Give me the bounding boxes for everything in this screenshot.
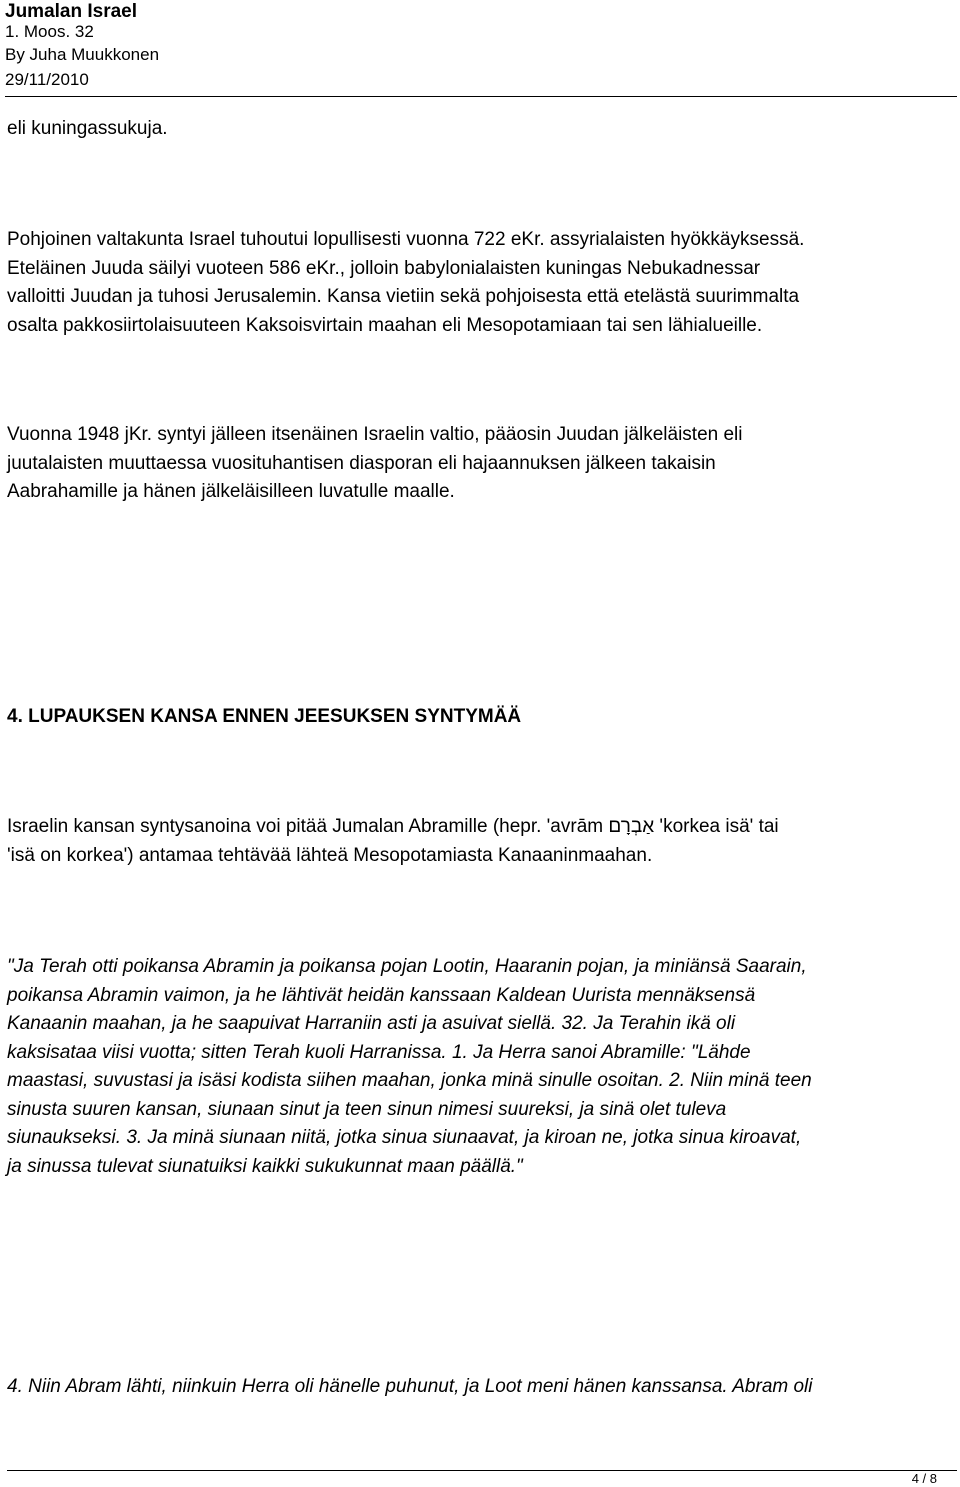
document-header (5, 0, 957, 97)
scripture-quote-continued: 4. Niin Abram lähti, niinkuin Herra oli hänelle puhunut, ja Loot meni hänen kanssansa. Abram oli (7, 1376, 813, 1397)
text-line: Israelin kansan syntysanoina voi pitää Jumalan Abramille (hepr. 'avrām אַבְרָם 'korkea isä' tai (7, 816, 779, 837)
text-line: eli kuningassukuja. (7, 118, 168, 139)
text-line: Pohjoinen valtakunta Israel tuhoutui lopullisesti vuonna 722 eKr. assyrialaisten hyökkäyksessä. (7, 229, 805, 250)
publish-date: 29/11/2010 (5, 70, 89, 89)
scripture-quote (7, 953, 957, 1181)
paragraph-israel-1948 (7, 421, 957, 507)
scripture-reference: 1. Moos. 32 (5, 22, 94, 41)
text-line: valloitti Juudan ja tuhosi Jerusalemin. Kansa vietiin sekä pohjoisesta että etelästä suurimmalta (7, 286, 800, 307)
section-heading: 4. LUPAUKSEN KANSA ENNEN JEESUKSEN SYNTYMÄÄ (7, 706, 522, 727)
quote-line: "Ja Terah otti poikansa Abramin ja poikansa pojan Lootin, Haaranin pojan, ja miniänsä Saarain, (7, 956, 807, 977)
author-byline: By Juha Muukkonen (5, 45, 160, 64)
text-line: juutalaisten muuttaessa vuosituhantisen diasporan eli hajaannuksen jälkeen takaisin (7, 452, 716, 474)
quote-line: kaksisataa viisi vuotta; sitten Terah kuoli Harranissa. 1. Ja Herra sanoi Abramille: "Lähde (7, 1041, 751, 1063)
paragraph-abram-calling (7, 813, 957, 870)
text-line: 'isä on korkea') antamaa tehtävää lähteä Mesopotamiasta Kanaaninmaahan. (7, 844, 653, 866)
document-title: Jumalan Israel (5, 1, 138, 22)
quote-line: sinusta suuren kansan, siunaan sinut ja teen sinun nimesi suureksi, ja sinä olet tuleva (7, 1098, 727, 1120)
text-line: osalta pakkosiirtolaisuuteen Kaksoisvirtain maahan eli Mesopotamiaan tai sen lähialueille. (7, 314, 763, 336)
text-line: Aabrahamille ja hänen jälkeläisilleen luvatulle maalle. (7, 481, 455, 502)
quote-line: maastasi, suvustasi ja isäsi kodista siihen maahan, jonka minä sinulle osoitan. 2. Niin minä teen (7, 1070, 812, 1091)
quote-line: ja sinussa tulevat siunatuiksi kaikki sukukunnat maan päällä." (7, 1155, 523, 1177)
text-line: Eteläinen Juuda säilyi vuoteen 586 eKr., jolloin babylonialaisten kuningas Nebukadnessar (7, 257, 761, 279)
quote-line: Kanaanin maahan, ja he saapuivat Harraniin asti ja asuivat siellä. 32. Ja Terahin ikä oli (7, 1013, 736, 1034)
paragraph-kingdom-fall (7, 226, 957, 340)
page-number: 4 / 8 (911, 1471, 937, 1486)
paragraph-kingship (7, 115, 957, 144)
page-footer (7, 1470, 957, 1486)
quote-line: poikansa Abramin vaimon, ja he lähtivät heidän kanssaan Kaldean Uurista mennäksensä (7, 984, 756, 1006)
text-line: Vuonna 1948 jKr. syntyi jälleen itsenäinen Israelin valtio, pääosin Juudan jälkeläisten eli (7, 424, 743, 445)
quote-line: siunaukseksi. 3. Ja minä siunaan niitä, jotka sinua siunaavat, ja kiroan ne, jotka sinua kiroavat, (7, 1127, 802, 1148)
